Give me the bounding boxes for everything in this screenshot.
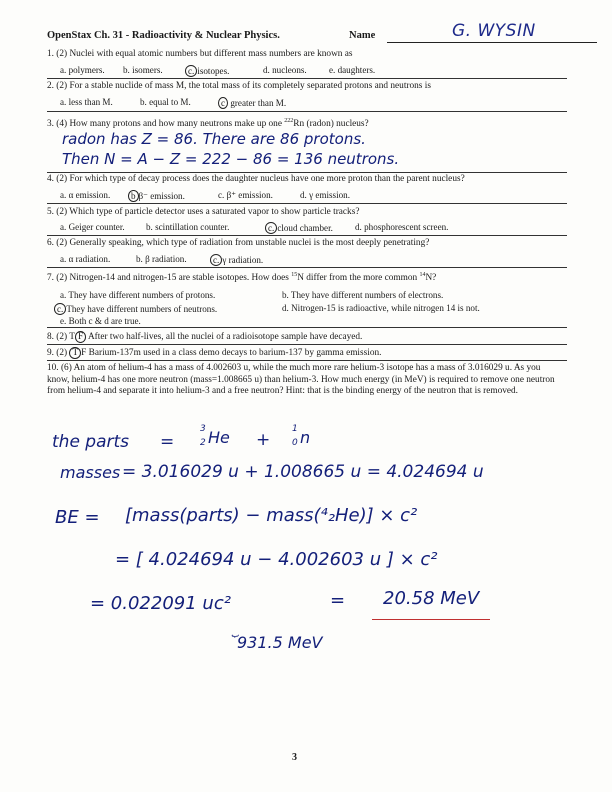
q7-option-a: a. They have different numbers of protons. xyxy=(60,290,216,300)
divider xyxy=(47,267,567,268)
work-be-substitution: = [ 4.024694 u − 4.002603 u ] × c² xyxy=(115,549,438,570)
page-header xyxy=(47,21,567,47)
q4-option-b: b β⁻ emission. xyxy=(128,190,185,202)
divider xyxy=(47,78,567,79)
exam-page: OpenStax Ch. 31 - Radioactivity & Nuclear Physics. Name G. WYSIN 1. (2) Nuclei with equal atomic numbers but different mass numbers are known as a. polymers. b. isomers. c. isotopes. d. nucleons. e. daughters. 2. (2) For a stable nuclide of mass M, the total mass of its completely separated protons and neutrons is a. less than M. b. equal to M. c greater than M. 3. (4) How many protons and how many neutrons make up one $^{222}$Rn (radon) nucleus? radon has Z = 86. There are 86 protons. Then N = A − Z = 222 − 86 = 136 neutrons. 4. (2) For which type of decay process does the daughter nucleus have one more proton than the parent nucleus? a. α emission. b β⁻ emission. c. β⁺ emission. d. γ emission. 5. (2) Which type of particle detector uses a saturated vapor to show particle tracks? a. Geiger counter. b. scintillation counter. c. cloud chamber. d. phosphorescent screen. 6. (2) Generally speaking, which type of radiation from unstable nuclei is the most deeply penetrating? a. α radiation. b. β radiation. c. γ radiation. 7. (2) Nitrogen-14 and nitrogen-15 are stable isotopes. How does $^{15}$N differ from the more common $^{14}$N? a. They have different numbers of protons. b. They have different numbers of electrons. c. They have different numbers of neutrons. d. Nitrogen-15 is radioactive, while nitrogen 14 is not. e. Both c & d are true. 8. (2) T F After two half-lives, all the nuclei of a radioisotope sample have decayed. 9. (2) T F Barium-137m used in a class demo decays to barium-137 by gamma emission. 10. (6) An atom of helium-4 has a mass of 4.002603 u, while the much more rare helium-3 isotope has a mass of 3.016029 u. As you know, helium-4 has one more neutron (mass=1.008665 u) than helium-3. How much energy (in MeV) is required to remove one neutron from helium-4 and separate it into helium-3 and a free neutron? Hint: that is the binding energy of the neutron that is removed. the parts = 3 2 He + 1 0 n masses = 3.016029 u + 1.008665 u = 4.024694 u BE = [mass(parts) − mass(⁴₂He)] × c² = [ 4.024694 u − 4.002603 u ] × c² = 0.022091 uc² = 20.58 MeV ⏟ 931.5 MeV 3 xyxy=(0,0,612,792)
circled-answer-mark: T xyxy=(69,347,81,359)
q5-option-c: c. cloud chamber. xyxy=(265,222,333,234)
work-parts-plus: + xyxy=(256,430,271,450)
q1-option-c: c. isotopes. xyxy=(185,65,229,77)
work-be-final-answer: 20.58 MeV xyxy=(383,588,480,609)
q4-option-c: c. β⁺ emission. xyxy=(218,190,273,200)
circled-answer-mark: c. xyxy=(210,254,222,266)
q1-option-e: e. daughters. xyxy=(329,65,376,75)
name-line xyxy=(387,42,597,43)
question-5: 5. (2) Which type of particle detector uses a saturated vapor to show particle tracks? xyxy=(47,207,360,217)
question-8: 8. (2) T F After two half-lives, all the nuclei of a radioisotope sample have decayed. xyxy=(47,332,363,342)
q7-option-c: c. They have different numbers of neutrons. xyxy=(54,303,217,315)
q6-option-a: a. α radiation. xyxy=(60,254,111,264)
question-4: 4. (2) For which type of decay process does the daughter nucleus have one more proton than the parent nucleus? xyxy=(47,174,465,184)
work-be-final-eq: = xyxy=(330,590,346,611)
work-masses-label: masses xyxy=(60,463,121,482)
q7-option-e: e. Both c & d are true. xyxy=(60,316,141,326)
divider xyxy=(47,344,567,345)
question-1: 1. (2) Nuclei with equal atomic numbers but different mass numbers are known as xyxy=(47,49,353,59)
q7-option-b: b. They have different numbers of electrons. xyxy=(282,290,444,300)
page-number: 3 xyxy=(292,752,297,763)
divider xyxy=(47,235,567,236)
work-parts-eq: = xyxy=(160,432,175,452)
q7-option-d: d. Nitrogen-15 is radioactive, while nitrogen 14 is not. xyxy=(282,303,480,313)
name-label: Name xyxy=(349,30,376,41)
work-uc2-conversion-note: 931.5 MeV xyxy=(237,633,323,652)
work-be-result-uc2: = 0.022091 uc² xyxy=(90,593,231,614)
q6-option-b: b. β radiation. xyxy=(136,254,187,264)
answer-underline xyxy=(372,619,490,620)
circled-answer-mark: c. xyxy=(185,65,197,77)
circled-answer-mark: c. xyxy=(54,303,66,315)
q1-option-a: a. polymers. xyxy=(60,65,105,75)
work-be-label: BE = xyxy=(55,507,100,528)
divider xyxy=(47,111,567,112)
q4-option-a: a. α emission. xyxy=(60,190,111,200)
work-be-formula: [mass(parts) − mass(⁴₂He)] × c² xyxy=(125,505,418,526)
question-9: 9. (2) T F Barium-137m used in a class demo decays to barium-137 by gamma emission. xyxy=(47,348,382,358)
uc2-brace-mark: ⏟ xyxy=(232,623,240,637)
work-masses-expression: = 3.016029 u + 1.008665 u = 4.024694 u xyxy=(122,462,484,482)
circled-answer-mark: F xyxy=(75,331,86,343)
question-6: 6. (2) Generally speaking, which type of radiation from unstable nuclei is the most deeply penetrating? xyxy=(47,238,430,248)
divider xyxy=(47,203,567,204)
q1-option-b: b. isomers. xyxy=(123,65,163,75)
question-10: 10. (6) An atom of helium-4 has a mass of 4.002603 u, while the much more rare helium-3 isotope has a mass of 3.016029 u. As you know, helium-4 has one more neutron (mass=1.008665 u) than helium-3. How much energy (in MeV) is required to remove one neutron from helium-4 and separate it into helium-3 and a free neutron? Hint: that is the binding energy of the neutron that is removed. xyxy=(47,363,555,396)
q3-answer-line-1: radon has Z = 86. There are 86 protons. xyxy=(62,130,366,148)
q5-option-b: b. scintillation counter. xyxy=(146,222,230,232)
q1-option-d: d. nucleons. xyxy=(263,65,307,75)
q5-option-a: a. Geiger counter. xyxy=(60,222,125,232)
divider xyxy=(47,327,567,328)
page-title: OpenStax Ch. 31 - Radioactivity & Nuclear Physics. xyxy=(47,30,280,41)
question-3: 3. (4) How many protons and how many neutrons make up one $^{222}$Rn (radon) nucleus? xyxy=(47,118,369,130)
circled-answer-mark: c xyxy=(218,97,228,109)
q2-option-a: a. less than M. xyxy=(60,97,113,107)
q2-option-b: b. equal to M. xyxy=(140,97,191,107)
q2-option-c: c greater than M. xyxy=(218,97,286,109)
circled-answer-mark: b xyxy=(128,190,139,202)
circled-answer-mark: c. xyxy=(265,222,277,234)
divider xyxy=(47,360,567,361)
q3-answer-line-2: Then N = A − Z = 222 − 86 = 136 neutrons. xyxy=(62,150,400,168)
q5-option-d: d. phosphorescent screen. xyxy=(355,222,449,232)
q4-option-d: d. γ emission. xyxy=(300,190,350,200)
work-parts-label: the parts xyxy=(52,432,130,452)
divider xyxy=(47,172,567,173)
question-7: 7. (2) Nitrogen-14 and nitrogen-15 are stable isotopes. How does $^{15}$N differ from the more common $^{14}$N? xyxy=(47,272,437,284)
q6-option-c: c. γ radiation. xyxy=(210,254,263,266)
question-2: 2. (2) For a stable nuclide of mass M, the total mass of its completely separated protons and neutrons is xyxy=(47,81,431,91)
name-handwritten: G. WYSIN xyxy=(452,21,536,41)
